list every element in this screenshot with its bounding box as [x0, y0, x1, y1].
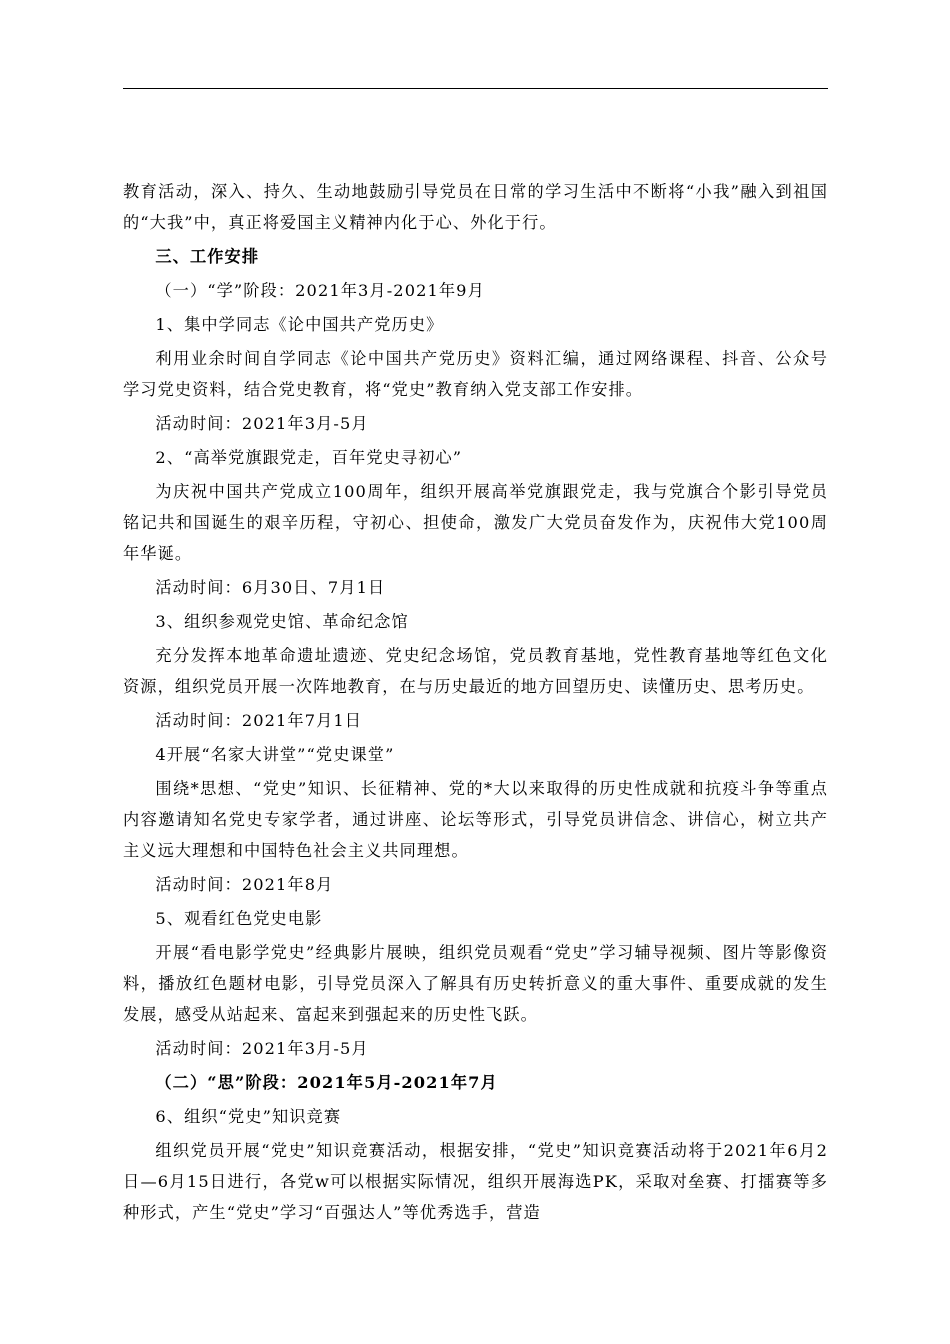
paragraph-intro-continuation: 教育活动，深入、持久、生动地鼓励引导党员在日常的学习生活中不断将“小我”融入到祖国的“大我”中，真正将爱国主义精神内化于心、外化于行。 [123, 182, 828, 232]
paragraph-item-3-time: 活动时间：2021年7月1日 [155, 711, 363, 730]
paragraph-item-3-title: 3、组织参观党史馆、革命纪念馆 [155, 612, 409, 631]
paragraph-item-6-title: 6、组织“党史”知识竞赛 [155, 1107, 342, 1126]
paragraph-item-5-body: 开展“看电影学党史”经典影片展映，组织党员观看“党史”学习辅导视频、图片等影像资料，播放红色题材电影，引导党员深入了解具有历史转折意义的重大事件、重要成就的发生发展，感受从站起来、富起来到强起来的历史性飞跃。 [123, 943, 828, 1024]
paragraph-item-1-title: 1、集中学同志《论中国共产党历史》 [155, 315, 444, 334]
paragraph-item-1-body: 利用业余时间自学同志《论中国共产党历史》资料汇编，通过网络课程、抖音、公众号学习党史资料，结合党史教育，将“党史”教育纳入党支部工作安排。 [123, 349, 828, 399]
paragraph-item-4-body: 围绕*思想、“党史”知识、长征精神、党的*大以来取得的历史性成就和抗疫斗争等重点内容邀请知名党史专家学者，通过讲座、论坛等形式，引导党员讲信念、讲信心，树立共产主义远大理想和中国特色社会主义共同理想。 [123, 779, 828, 860]
paragraph-item-1-time: 活动时间：2021年3月-5月 [155, 414, 369, 433]
paragraph-item-4-title: 4开展“名家大讲堂”“党史课堂” [155, 745, 395, 764]
paragraph-item-6-body: 组织党员开展“党史”知识竞赛活动，根据安排，“党史”知识竞赛活动将于2021年6月2日—6月15日进行，各党w可以根据实际情况，组织开展海选PK，采取对垒赛、打擂赛等多种形式，产生“党史”学习“百强达人”等优秀选手，营造 [123, 1141, 828, 1222]
header-rule [123, 88, 828, 89]
paragraph-item-4-time: 活动时间：2021年8月 [155, 875, 334, 894]
paragraph-phase-2-heading: （二）“思”阶段：2021年5月-2021年7月 [155, 1073, 498, 1092]
paragraph-item-3-body: 充分发挥本地革命遗址遗迹、党史纪念场馆，党员教育基地，党性教育基地等红色文化资源，组织党员开展一次阵地教育，在与历史最近的地方回望历史、读懂历史、思考历史。 [123, 646, 828, 696]
paragraph-item-5-time: 活动时间：2021年3月-5月 [155, 1039, 369, 1058]
paragraph-item-5-title: 5、观看红色党史电影 [155, 909, 323, 928]
paragraph-section-3-heading: 三、工作安排 [155, 247, 260, 266]
paragraph-item-2-title: 2、“高举党旗跟党走，百年党史寻初心” [155, 448, 463, 467]
paragraph-phase-1-heading: （一）“学”阶段：2021年3月-2021年9月 [155, 281, 485, 300]
paragraph-item-2-time: 活动时间：6月30日、7月1日 [155, 578, 386, 597]
paragraph-item-2-body: 为庆祝中国共产党成立100周年，组织开展高举党旗跟党走，我与党旗合个影引导党员铭记共和国诞生的艰辛历程，守初心、担使命，激发广大党员奋发作为，庆祝伟大党100周年华诞。 [123, 482, 828, 563]
document-body [123, 176, 828, 1228]
